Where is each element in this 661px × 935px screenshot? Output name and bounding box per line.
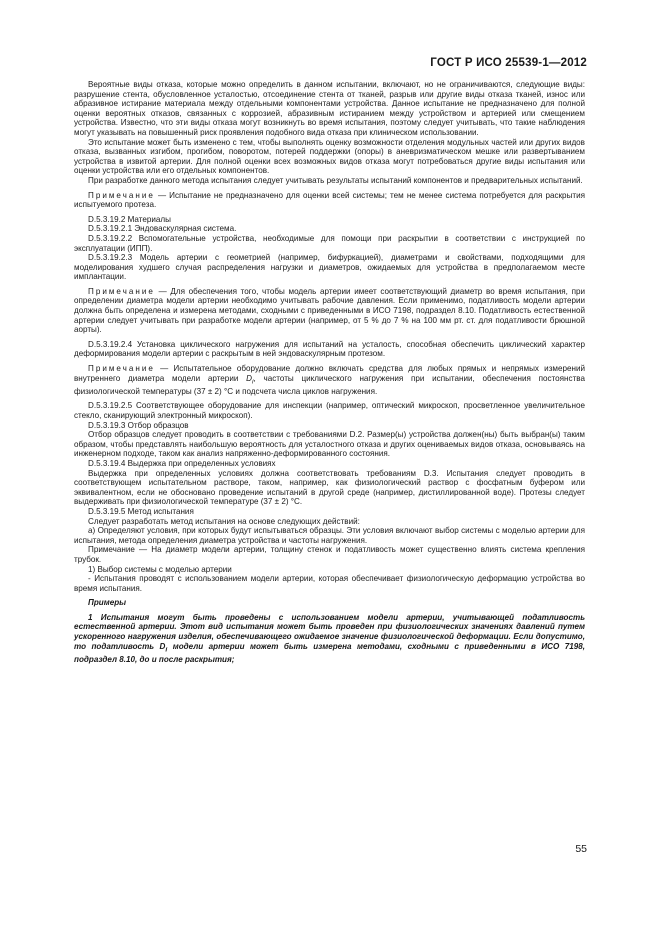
note — [74, 191, 585, 210]
note-dash: — — [154, 364, 174, 374]
example-paragraph — [74, 613, 585, 665]
paragraph: Это испытание может быть изменено с тем, чтобы выполнять оценку возможности отделения модульных частей или других видов отказа, вызванных изгибом, прогибом, поворотом, потерей поддержки (опоры) в аневризматическом мешке или развертыванием устройства в извитой артерии. Для полной оценки всех возможных видов отказа могут потребоваться другие виды испытания или оценки устройства или его отдельных компонентов. — [74, 137, 585, 176]
note-label: Примечание — [88, 364, 155, 374]
paragraph: Примечание — На диаметр модели артерии, толщину стенок и податливость может существенно влиять система крепления трубок. — [74, 545, 585, 564]
variable-subscript-i: i — [251, 378, 254, 386]
paragraph: 1) Выбор системы с моделью артерии — [88, 564, 232, 574]
document-body — [74, 80, 585, 664]
page-header: ГОСТ Р ИСО 25539-1—2012 — [430, 57, 587, 69]
variable-subscript-i: i — [165, 646, 168, 654]
section-heading: D.5.3.19.2 Материалы — [88, 214, 171, 224]
note-text: Испытание не предназначено для оценки всей системы; тем не менее система потребуется для раскрытия испытуемого протеза. — [74, 190, 585, 210]
paragraph: D.5.3.19.2.3 Модель артерии с геометрией (например, бифуркацией), диаметрами и свойствами, подходящими для моделирования худшего случая распределения нагрузки и диаметров, ожидаемых для устройства в предполагаемом месте имплантации. — [74, 253, 585, 282]
paragraph: D.5.3.19.2.4 Установка циклического нагружения для испытаний на усталость, способная обеспечить циклический характер деформирования модели артерии с раскрытым в ней эндоваскулярным протезом. — [74, 339, 585, 359]
section-heading: D.5.3.19.5 Метод испытания — [88, 506, 194, 516]
paragraph: D.5.3.19.2.5 Соответствующее оборудование для инспекции (например, оптический микроскоп, просветленное увеличительное стекло, сканирующий электронный микроскоп). — [74, 401, 585, 421]
paragraph: - Испытания проводят с использованием модели артерии, которая обеспечивает физиологическую деформацию устройства во время испытания. — [74, 574, 585, 593]
paragraph: D.5.3.19.2.1 Эндоваскулярная система. — [88, 224, 237, 234]
section-heading: D.5.3.19.3 Отбор образцов — [88, 420, 189, 430]
page-number: 55 — [575, 843, 587, 855]
note-text: Испытательное оборудование должно включать средства для любых прямых и непрямых измерений внутреннего диаметра модели артерии — [74, 364, 585, 383]
note-label: Примечание — [88, 286, 155, 296]
paragraph: а) Определяют условия, при которых будут испытываться образцы. Эти условия включают выбор системы с моделью артерии для испытания, метода определения диаметра устройства и частоты нагружения. — [74, 526, 585, 545]
variable-d: D — [159, 641, 166, 651]
variable-d: D — [246, 373, 252, 383]
paragraph: Выдержка при определенных условиях должна соответствовать требованиям D.3. Испытания следует проводить в соответствующем испытательном растворе, таком, например, как физиологический раствор с фосфатным буфером или эквивалентном, если не обосновано проведение испытаний в другой среде (например, дистиллированной воде). Протезы следует выдерживать при физиологической температуре (37 ± 2) °С. — [74, 468, 585, 507]
note — [74, 287, 585, 335]
note-label: Примечание — [88, 190, 155, 200]
paragraph: Отбор образцов следует проводить в соответствии с требованиями D.2. Размер(ы) устройства должен(ны) быть выбран(ы) таким образом, чтобы представлять наибольшую вероятность для усталостного отказа и других оцениваемых видов отказа, основываясь на инженерном подходе, таком как анализ напряженно-деформированного состояния. — [74, 430, 585, 459]
example-text-cont: модели артерии может быть измерена методами, сходными с приведенными в ИСО 7198, подраздел 8.10, до и после раскрытия; — [74, 641, 586, 664]
example-text: 1 Испытания могут быть проведены с использованием модели артерии, учитывающей податливость естественной артерии. Этот вид испытания может быть проведен при физиологических значениях давлений путем ускоренного нагружения изделия, обеспечивающего ожидаемое значение физиологической деформации. Если допустимо, то податливость — [74, 612, 585, 651]
note-text-cont: , частоты циклического нагружения при испытании, обеспечения постоянства физиологической температуры (37 ± 2) °С и подсчета числа циклов нагружения. — [74, 373, 585, 396]
section-heading: D.5.3.19.4 Выдержка при определенных условиях — [88, 458, 276, 468]
examples-heading: Примеры — [88, 598, 127, 608]
note — [74, 364, 585, 396]
paragraph: При разработке данного метода испытания следует учитывать результаты испытаний компонентов и предварительных испытаний. — [88, 175, 583, 185]
paragraph: Следует разработать метод испытания на основе следующих действий: — [88, 516, 360, 526]
note-dash: — — [154, 190, 170, 200]
note-text: Для обеспечения того, чтобы модель артерии имеет соответствующий диаметр во время испытания, при определении диаметра модели артерии необходимо учитывать рабочие давления. Если применимо, податливость модели артерии должна быть определена и измерена методами, сходными с приведенными в ИСО 7198, подраздел 8.10. Податливость естественной артерии следует учитывать при разработке модели артерии (например, от 5 % до 7 % на 100 мм рт. ст. для податливости брюшной аорты). — [74, 286, 585, 335]
note-dash: — — [154, 286, 171, 296]
paragraph: D.5.3.19.2.2 Вспомогательные устройства, необходимые для помощи при раскрытии в соответствии с инструкцией по эксплуатации (ИПП). — [74, 233, 585, 253]
paragraph: Вероятные виды отказа, которые можно определить в данном испытании, включают, но не ограничиваются, следующие виды: разрушение стента, обусловленное усталостью, отсоединение стента от тканей, разрыв или другие виды отказа тканей, износ или абразивное истирание материала между отдельными компонентами устройства. Данное испытание не предназначено для полной оценки вероятных отказов, связанных с коррозией, абразивным истиранием между устройством и артерией или смещением устройства. Известно, что эти виды отказа могут возникнуть во время испытания, поэтому следует учитывать, что такие наблюдения могут указывать на повышенный риск проявления подобного вида отказа при клиническом использовании. — [74, 80, 585, 137]
